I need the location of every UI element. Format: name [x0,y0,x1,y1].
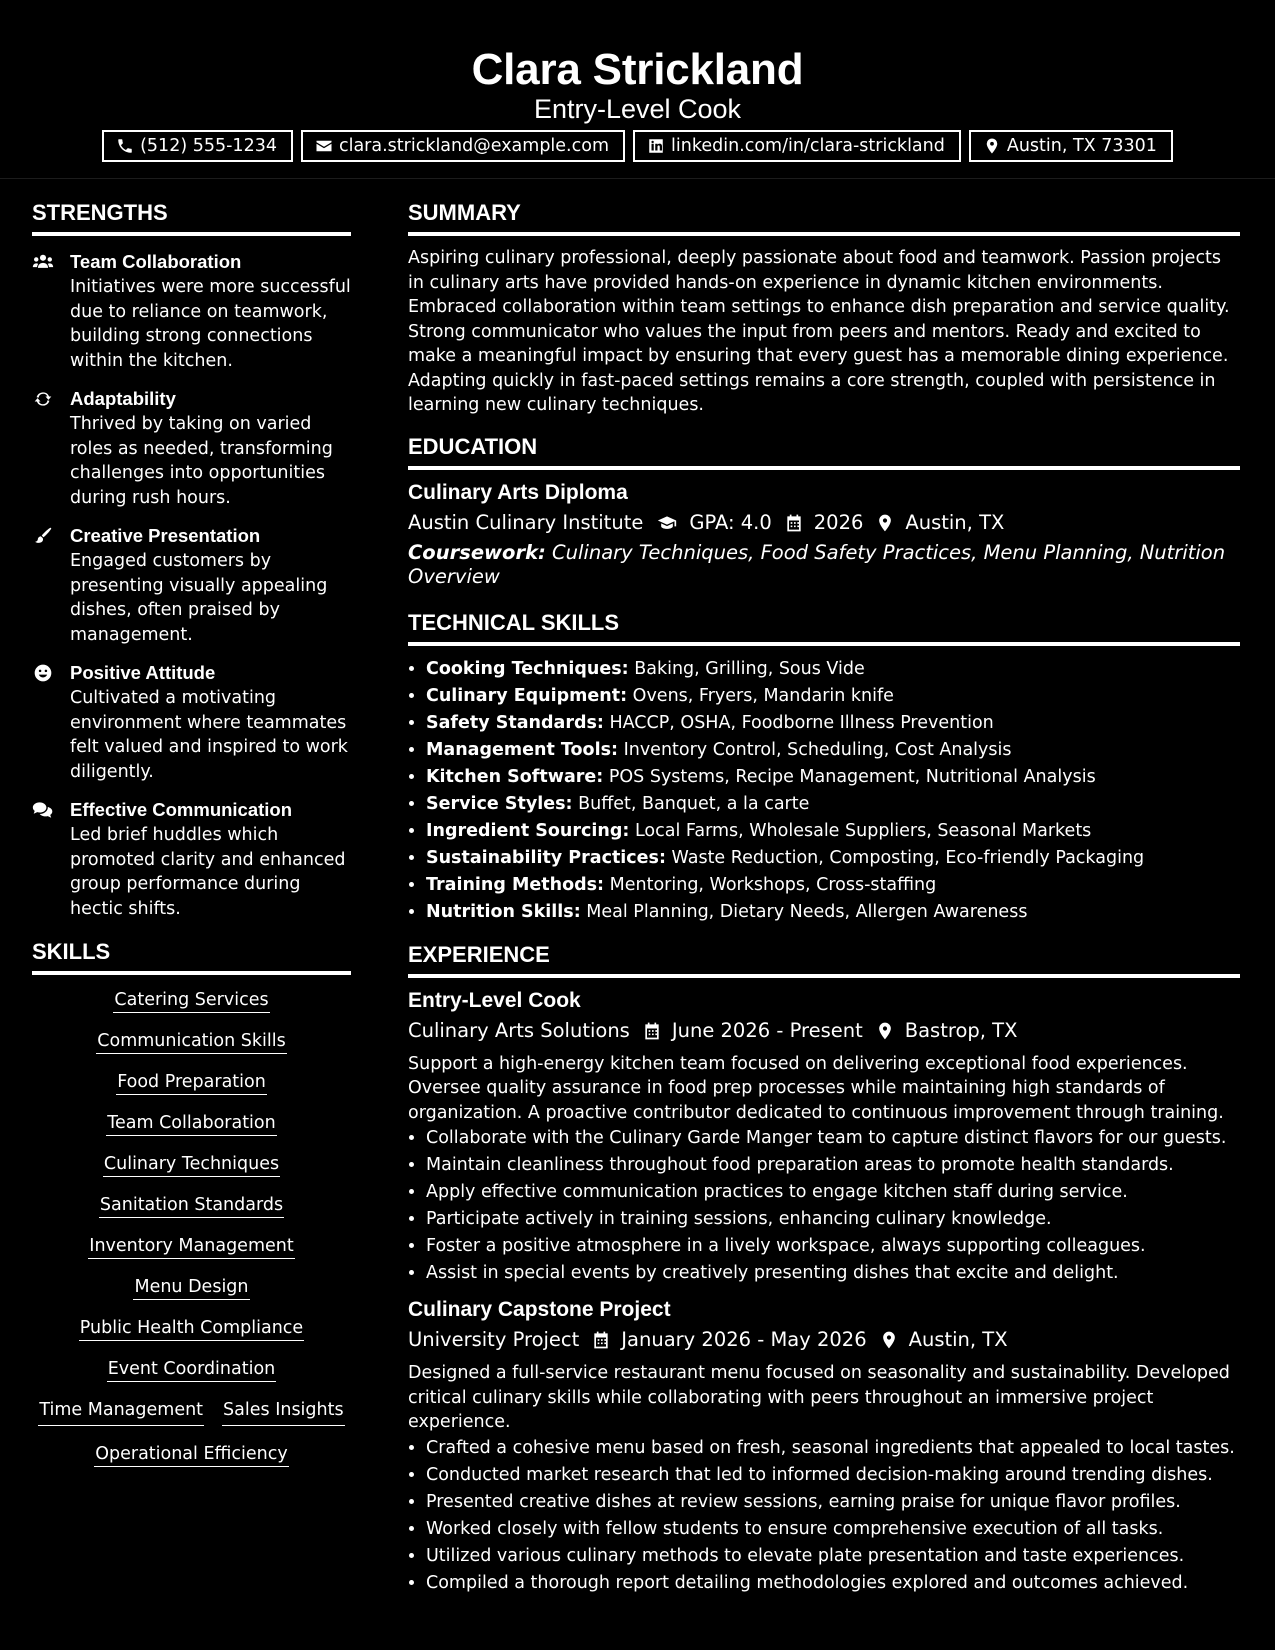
job-location: Bastrop, TX [904,1018,1018,1042]
skill-row [32,1110,351,1136]
smile-icon [32,663,54,683]
strength-title: Effective Communication [70,799,293,820]
resume-header [0,0,1275,179]
contact-location[interactable] [969,130,1173,162]
skill-label: Service Styles: [426,793,573,814]
skill-tag: Sanitation Standards [99,1195,284,1218]
experience-entry [408,988,1240,1288]
technical-skill-item [426,737,1240,764]
summary-heading: SUMMARY [408,196,1240,236]
education-meta [408,508,1240,538]
technical-skill-item [426,845,1240,872]
job-dates: June 2026 - Present [671,1018,863,1042]
strength-title: Creative Presentation [70,525,261,546]
job-bullet: • Crafted a cohesive menu based on fresh, seasonal ingredients that appealed to local tastes. [426,1435,1240,1462]
strength-desc: Cultivated a motivating environment where teammates felt valued and inspired to work diligently. [70,688,348,782]
location-icon [875,513,895,533]
strength-desc: Initiatives were more successful due to reliance on teamwork, building strong connections within the kitchen. [70,277,351,371]
skills-list [32,987,351,1482]
coursework-label: Coursework: [408,540,546,564]
contact-email[interactable] [301,130,625,162]
education-location: Austin, TX [905,510,1005,534]
skill-label: Nutrition Skills: [426,901,581,922]
coursework [408,541,1240,590]
job-title: Culinary Capstone Project [408,1298,671,1321]
degree-title: Culinary Arts Diploma [408,480,628,504]
job-meta [408,1016,1240,1046]
skill-value: HACCP, OSHA, Foodborne Illness Prevention [609,712,994,733]
skill-row [32,1356,351,1382]
skill-tag: Catering Services [113,990,269,1013]
users-icon [32,252,54,272]
skill-value: Buffet, Banquet, a la carte [578,793,810,814]
location-icon [879,1330,899,1350]
experience-entry [408,1297,1240,1597]
calendar-icon [591,1330,611,1350]
strength-title: Positive Attitude [70,662,216,683]
strength-desc: Engaged customers by presenting visually appealing dishes, often praised by management. [70,551,328,645]
job-bullet: • Participate actively in training sessions, enhancing culinary knowledge. [426,1206,1240,1233]
job-bullet: • Assist in special events by creatively presenting dishes that excite and delight. [426,1260,1240,1287]
skill-label: Management Tools: [426,739,618,760]
strength-item [32,661,351,784]
skill-tag: Menu Design [133,1277,249,1300]
skill-row [32,1028,351,1054]
skill-row [32,1192,351,1218]
skill-label: Culinary Equipment: [426,685,628,706]
summary-section [408,196,1240,418]
strength-item [32,387,351,510]
skill-tag: Operational Efficiency [94,1444,289,1467]
linkedin-icon [647,137,665,155]
job-location: Austin, TX [908,1328,1008,1351]
email-icon [315,137,333,155]
skill-label: Ingredient Sourcing: [426,820,630,841]
skills-section [32,935,351,1482]
job-bullet: • Foster a positive atmosphere in a lively workspace, always supporting colleagues. [426,1233,1240,1260]
skill-tag: Team Collaboration [106,1113,276,1136]
strength-title: Team Collaboration [70,251,242,272]
skill-label: Cooking Techniques: [426,658,629,679]
skill-value: Meal Planning, Dietary Needs, Allergen Awareness [586,901,1028,922]
comments-icon [32,800,54,820]
skill-value: Inventory Control, Scheduling, Cost Analysis [623,739,1012,760]
job-bullets [408,1435,1240,1597]
skills-heading: SKILLS [32,935,351,975]
skill-tag: Culinary Techniques [103,1154,280,1177]
technical-skill-item [426,899,1240,926]
calendar-icon [642,1021,662,1041]
strength-item [32,798,351,921]
linkedin-text: linkedin.com/in/clara-strickland [671,136,945,156]
skill-tag: Food Preparation [116,1072,267,1095]
skill-value: Ovens, Fryers, Mandarin knife [632,685,894,706]
skill-tag: Sales Insights [222,1397,345,1426]
job-description: Support a high-energy kitchen team focused on delivering exceptional food experiences. Oversee quality assurance in food prep processes while maintaining high standards of organization. A proactive contributor dedicated to continuous improvement through training. [408,1053,1224,1123]
strengths-list [32,250,351,921]
coursework-list: Culinary Techniques, Food Safety Practices, Menu Planning, Nutrition Overview [408,540,1226,588]
skill-value: Mentoring, Workshops, Cross-staffing [609,874,937,895]
job-bullet: • Apply effective communication practices to engage kitchen staff during service. [426,1179,1240,1206]
skill-value: Baking, Grilling, Sous Vide [634,658,865,679]
skill-tag: Communication Skills [96,1031,286,1054]
strength-title: Adaptability [70,388,176,409]
skill-label: Kitchen Software: [426,766,604,787]
technical-skills-section [408,606,1240,926]
candidate-title: Entry-Level Cook [533,94,742,124]
contact-bar [0,130,1275,162]
school-name: Austin Culinary Institute [408,510,644,534]
strengths-heading: STRENGTHS [32,196,351,236]
email-text: clara.strickland@example.com [338,136,609,156]
skill-row [32,1151,351,1177]
location-text: Austin, TX 73301 [1006,136,1157,156]
job-bullet: • Presented creative dishes at review sessions, earning praise for unique flavor profiles. [426,1489,1240,1516]
skill-row [32,1233,351,1259]
job-dates: January 2026 - May 2026 [621,1328,867,1351]
education-section [408,430,1240,590]
phone-icon [116,137,134,155]
contact-phone[interactable] [102,130,293,162]
location-icon [983,137,1001,155]
skill-row [32,1441,351,1467]
job-bullet: • Maintain cleanliness throughout food preparation areas to promote health standards. [426,1152,1240,1179]
strength-desc: Thrived by taking on varied roles as needed, transforming challenges into opportunities during rush hours. [70,414,333,508]
skill-row [32,1274,351,1300]
experience-heading: EXPERIENCE [408,938,1240,978]
paintbrush-icon [32,526,54,546]
contact-linkedin[interactable] [633,130,961,162]
summary-text: Aspiring culinary professional, deeply passionate about food and teamwork. Passion projects in culinary arts have provided hands-on experience in dynamic kitchen environments. Embraced collaboration within team settings to enhance dish preparation and service quality. Strong communicator who values the input from peers and mentors. Ready and excited to make a meaningful impact by ensuring that every guest has a memorable dining experience. Adapting quickly in fast-paced settings remains a core strength, coupled with persistence in learning new culinary techniques. [408,248,1230,415]
job-bullet: • Conducted market research that led to informed decision-making around trending dishes. [426,1462,1240,1489]
gpa-text: GPA: 4.0 [689,510,772,534]
skill-label: Safety Standards: [426,712,604,733]
education-heading: EDUCATION [408,430,1240,470]
job-bullet: • Worked closely with fellow students to ensure comprehensive execution of all tasks. [426,1516,1240,1543]
technical-skills-list [408,656,1240,926]
strength-item [32,524,351,647]
technical-skill-item [426,818,1240,845]
job-meta [408,1325,1240,1355]
sync-icon [32,389,54,409]
skill-value: POS Systems, Recipe Management, Nutritional Analysis [608,766,1096,787]
experience-section [408,938,1240,1597]
technical-skill-item [426,791,1240,818]
job-bullet: • Collaborate with the Culinary Garde Manger team to capture distinct flavors for our guests. [426,1125,1240,1152]
skill-value: Local Farms, Wholesale Suppliers, Seasonal Markets [634,820,1092,841]
skill-value: Waste Reduction, Composting, Eco-friendly Packaging [671,847,1145,868]
skill-tag: Public Health Compliance [79,1318,304,1341]
technical-skill-item [426,872,1240,899]
graduation-year: 2026 [813,510,864,534]
calendar-icon [784,513,804,533]
skill-row [32,1069,351,1095]
technical-skill-item [426,656,1240,683]
skill-row [32,987,351,1013]
strength-desc: Led brief huddles which promoted clarity and enhanced group performance during hectic shifts. [70,825,346,919]
right-column [408,196,1240,1597]
job-title: Entry-Level Cook [408,988,581,1012]
technical-skill-item [426,710,1240,737]
candidate-name: Clara Strickland [471,45,804,94]
skill-label: Training Methods: [426,874,605,895]
job-bullets [408,1125,1240,1287]
location-icon [875,1021,895,1041]
skill-row [32,1315,351,1341]
technical-skills-heading: TECHNICAL SKILLS [408,606,1240,646]
job-description: Designed a full-service restaurant menu focused on seasonality and sustainability. Developed critical culinary skills while collaborating with peers throughout an immersive project experience. [408,1363,1230,1432]
left-column [32,196,351,1482]
phone-text: (512) 555-1234 [140,136,277,156]
job-bullet: • Utilized various culinary methods to elevate plate presentation and taste experiences. [426,1543,1240,1570]
job-bullet: • Compiled a thorough report detailing methodologies explored and outcomes achieved. [426,1570,1240,1597]
company-name: Culinary Arts Solutions [408,1018,630,1042]
technical-skill-item [426,683,1240,710]
skill-tag: Time Management [38,1397,204,1426]
skill-tag: Inventory Management [88,1236,294,1259]
company-name: University Project [408,1328,580,1351]
skill-tag: Event Coordination [107,1359,277,1382]
skill-label: Sustainability Practices: [426,847,666,868]
technical-skill-item [426,764,1240,791]
graduation-cap-icon [655,513,679,533]
strength-item [32,250,351,373]
